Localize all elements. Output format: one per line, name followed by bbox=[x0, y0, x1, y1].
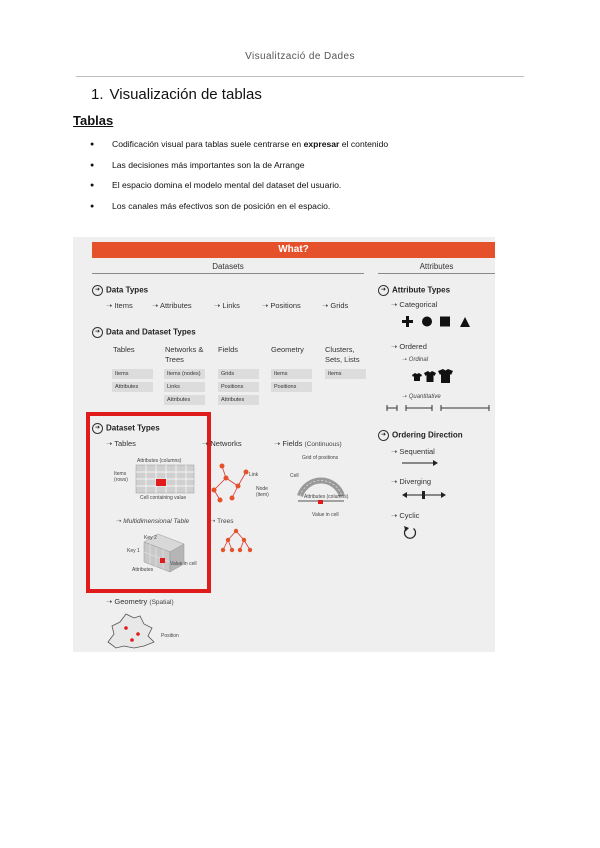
label-items-rows: Items (rows) bbox=[114, 471, 128, 483]
label-cell: Cell bbox=[290, 473, 299, 479]
data-type-items: ➝ Items bbox=[106, 301, 133, 310]
categorical-shapes-icon bbox=[402, 315, 474, 329]
chip: Attributes bbox=[112, 382, 153, 392]
label-node: Node (item) bbox=[256, 486, 269, 498]
attr-ordered: ➝ Ordered bbox=[391, 342, 427, 351]
table-grid-illustration bbox=[136, 465, 196, 495]
arrow-circle-icon: ➜ bbox=[92, 423, 103, 434]
data-and-dataset-types-heading: ➜ Data and Dataset Types bbox=[92, 327, 196, 338]
attr-categorical: ➝ Categorical bbox=[391, 300, 438, 309]
ordering-direction-heading: ➜ Ordering Direction bbox=[378, 430, 463, 441]
bullet-item: ● Codificación visual para tablas suele centrarse en expresar el contenido bbox=[90, 139, 388, 160]
bullet-item: ● Las decisiones más importantes son la de Arrange bbox=[90, 160, 388, 181]
order-diverging: ➝ Diverging bbox=[391, 477, 432, 486]
col-tables: Tables bbox=[113, 345, 135, 354]
bullet-item: ● El espacio domina el modelo mental del dataset del usuario. bbox=[90, 180, 388, 201]
chip: Items bbox=[112, 369, 153, 379]
col-networks-trees: Networks & Trees bbox=[165, 345, 204, 364]
cyclic-arrow-icon bbox=[402, 525, 418, 541]
chip: Links bbox=[164, 382, 205, 392]
arrow-circle-icon: ➜ bbox=[92, 327, 103, 338]
chip: Items bbox=[325, 369, 366, 379]
chip: Attributes bbox=[218, 395, 259, 405]
network-illustration bbox=[208, 458, 268, 508]
quantitative-bars-icon bbox=[386, 404, 492, 412]
bullet-item: ● Los canales más efectivos son de posición en el espacio. bbox=[90, 201, 388, 222]
col-fields: Fields bbox=[218, 345, 239, 354]
dataset-fields: ➝ Fields (Continuous) bbox=[274, 439, 342, 448]
header-rule bbox=[76, 76, 524, 77]
arrow-circle-icon: ➜ bbox=[378, 430, 389, 441]
section-title: Visualización de tablas bbox=[109, 86, 262, 103]
geometry-map-illustration bbox=[104, 612, 160, 650]
chip: Attributes bbox=[164, 395, 205, 405]
chip: Items bbox=[271, 369, 312, 379]
attr-quantitative: ➝ Quantitative bbox=[402, 394, 441, 400]
label-position: Position bbox=[161, 633, 179, 639]
label-attributes-columns: Attributes (columns) bbox=[137, 458, 182, 464]
arrow-circle-icon: ➜ bbox=[92, 285, 103, 296]
order-cyclic: ➝ Cyclic bbox=[391, 511, 420, 520]
label-attributes-columns-2: Attributes (columns) bbox=[304, 494, 349, 500]
data-types-heading: ➜ Data Types bbox=[92, 285, 148, 296]
label-value-in-cell-2: Value in cell bbox=[170, 561, 197, 567]
dataset-networks: ➝ Networks bbox=[202, 439, 242, 448]
dataset-trees: ➝ Trees bbox=[210, 518, 234, 525]
chip: Positions bbox=[271, 382, 312, 392]
label-key1: Key 1 bbox=[127, 548, 140, 554]
tshirt-sizes-icon bbox=[410, 368, 454, 384]
chip: Grids bbox=[218, 369, 259, 379]
bullet-list bbox=[90, 139, 388, 221]
label-attributes: Attributes bbox=[132, 567, 154, 573]
chip: Items (nodes) bbox=[164, 369, 205, 379]
label-link: Link bbox=[249, 472, 259, 478]
attributes-column-header: Attributes bbox=[378, 262, 495, 274]
figure-title: What? bbox=[92, 242, 495, 258]
section-number: 1. bbox=[91, 86, 104, 103]
data-type-attributes: ➝ Attributes bbox=[152, 301, 192, 310]
data-type-grids: ➝ Grids bbox=[322, 301, 349, 310]
tree-illustration bbox=[220, 528, 254, 554]
col-geometry: Geometry bbox=[271, 345, 304, 354]
arrow-circle-icon: ➜ bbox=[378, 285, 389, 296]
label-value-in-cell: Value in cell bbox=[312, 512, 339, 518]
data-type-positions: ➝ Positions bbox=[262, 301, 301, 310]
data-type-links: ➝ Links bbox=[214, 301, 240, 310]
datasets-column-header: Datasets bbox=[92, 262, 364, 274]
attr-ordinal: ➝ Ordinal bbox=[402, 357, 429, 363]
dataset-geometry: ➝ Geometry (Spatial) bbox=[106, 597, 174, 606]
label-key2: Key 2 bbox=[144, 535, 157, 541]
page-header: Visualització de Dades bbox=[245, 51, 355, 62]
dataset-multidim: ➝ Multidimensional Table bbox=[116, 518, 190, 525]
dataset-tables: ➝ Tables bbox=[106, 439, 136, 448]
attribute-types-heading: ➜ Attribute Types bbox=[378, 285, 450, 296]
label-grid-positions: Grid of positions bbox=[302, 455, 339, 461]
section-heading bbox=[91, 86, 262, 103]
chip: Positions bbox=[218, 382, 259, 392]
col-clusters: Clusters, Sets, Lists bbox=[325, 345, 360, 364]
subsection-heading: Tablas bbox=[73, 113, 114, 128]
diverging-arrow-icon bbox=[402, 490, 446, 500]
order-sequential: ➝ Sequential bbox=[391, 447, 435, 456]
sequential-arrow-icon bbox=[402, 459, 438, 467]
label-cell-value: Cell containing value bbox=[140, 495, 187, 501]
dataset-types-heading: ➜ Dataset Types bbox=[92, 423, 160, 434]
